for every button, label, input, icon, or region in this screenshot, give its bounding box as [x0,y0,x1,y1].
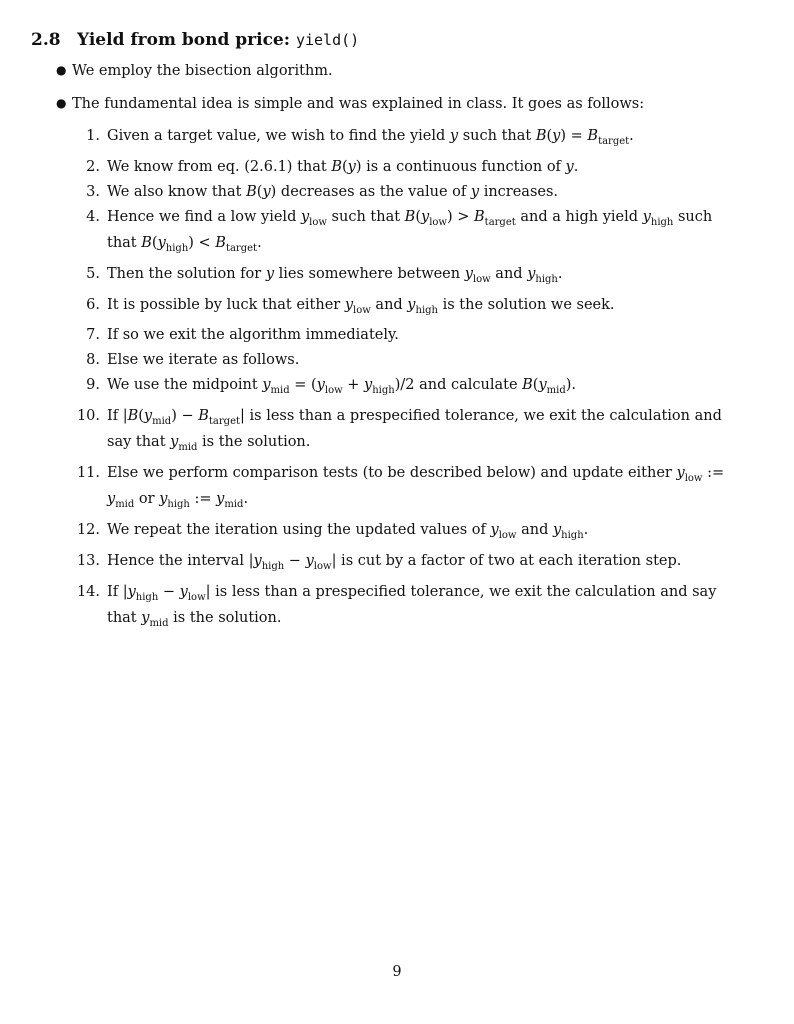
step-text: We know from eq. (2.6.1) that B(y) is a continuous function of y. [107,158,579,175]
list-item [76,126,726,152]
step-number: 9. [86,377,100,394]
bullet-item [56,96,644,112]
list-item [76,582,726,634]
page-number: 9 [392,964,402,980]
step-text: We repeat the iteration using the updated values of $y_{low}$ and $y_{high}$. [107,521,589,541]
step-number: 10. [76,408,100,425]
step-number: 2. [86,158,100,175]
step-text: If so we exit the algorithm immediately. [107,327,399,344]
bullet-item [56,63,333,79]
step-text: Else we iterate as follows. [107,352,300,369]
step-number: 4. [86,208,100,225]
algorithm-steps-list [76,126,726,638]
step-text: Given a target value, we wish to find the yield y such that $B(y) = B_{target}$. [107,128,634,147]
step-number: 8. [86,352,100,369]
bullet-text: We employ the bisection algorithm. [72,63,333,79]
step-number: 11. [76,465,100,482]
step-text: Else we perform comparison tests (to be described below) and update either $y_{low}$ := $y_{mid}$ or $y_{high}$ := $y_{mid}$. [107,465,725,510]
list-item [76,463,726,515]
step-number: 13. [76,552,100,569]
step-text: Hence we find a low yield $y_{low}$ such that $B(y_{low}) > B_{target}$ and a high yield $y_{high}$ such that $B(y_{high}) < B_{target}$. [107,208,713,254]
section-title: Yield from bond price: [77,30,291,50]
step-text: We use the midpoint $y_{mid} = (y_{low} + y_{high})/2$ and calculate $B(y_{mid})$. [107,377,577,397]
list-item [76,325,726,345]
step-text: We also know that B(y) decreases as the value of y increases. [107,183,559,200]
step-number: 12. [76,521,100,538]
bullet-dot-icon: ● [56,96,67,110]
bullet-text: The fundamental idea is simple and was explained in class. It goes as follows: [72,96,645,112]
list-item [76,551,726,577]
step-number: 3. [86,183,100,200]
list-item [76,375,726,401]
step-number: 7. [86,327,100,344]
bullet-dot-icon: ● [56,63,67,77]
step-number: 5. [86,265,100,282]
list-item [76,264,726,290]
section-number: 2.8 [31,30,61,50]
step-number: 14. [76,583,100,600]
section-function-name: yield() [295,31,360,49]
section-heading [31,30,359,50]
step-text: It is possible by luck that either $y_{low}$ and $y_{high}$ is the solution we seek. [107,296,615,316]
step-text: If $|B(y_{mid}) - B_{target}|$ is less than a prespecified tolerance, we exit the calculation and say that $y_{mid}$ is the solution. [107,408,722,454]
list-item [76,406,726,458]
list-item [76,520,726,546]
list-item [76,350,726,370]
list-item [76,157,726,177]
step-text: Then the solution for y lies somewhere between $y_{low}$ and $y_{high}$. [107,265,563,285]
list-item [76,182,726,202]
step-number: 6. [86,296,100,313]
step-text: If $|y_{high} - y_{low}|$ is less than a prespecified tolerance, we exit the calculation and say that $y_{mid}$ is the solution. [107,583,717,629]
list-item [76,207,726,259]
step-number: 1. [86,128,100,144]
list-item [76,295,726,321]
step-text: Hence the interval $|y_{high} - y_{low}|$ is cut by a factor of two at each iteration step. [107,552,682,572]
